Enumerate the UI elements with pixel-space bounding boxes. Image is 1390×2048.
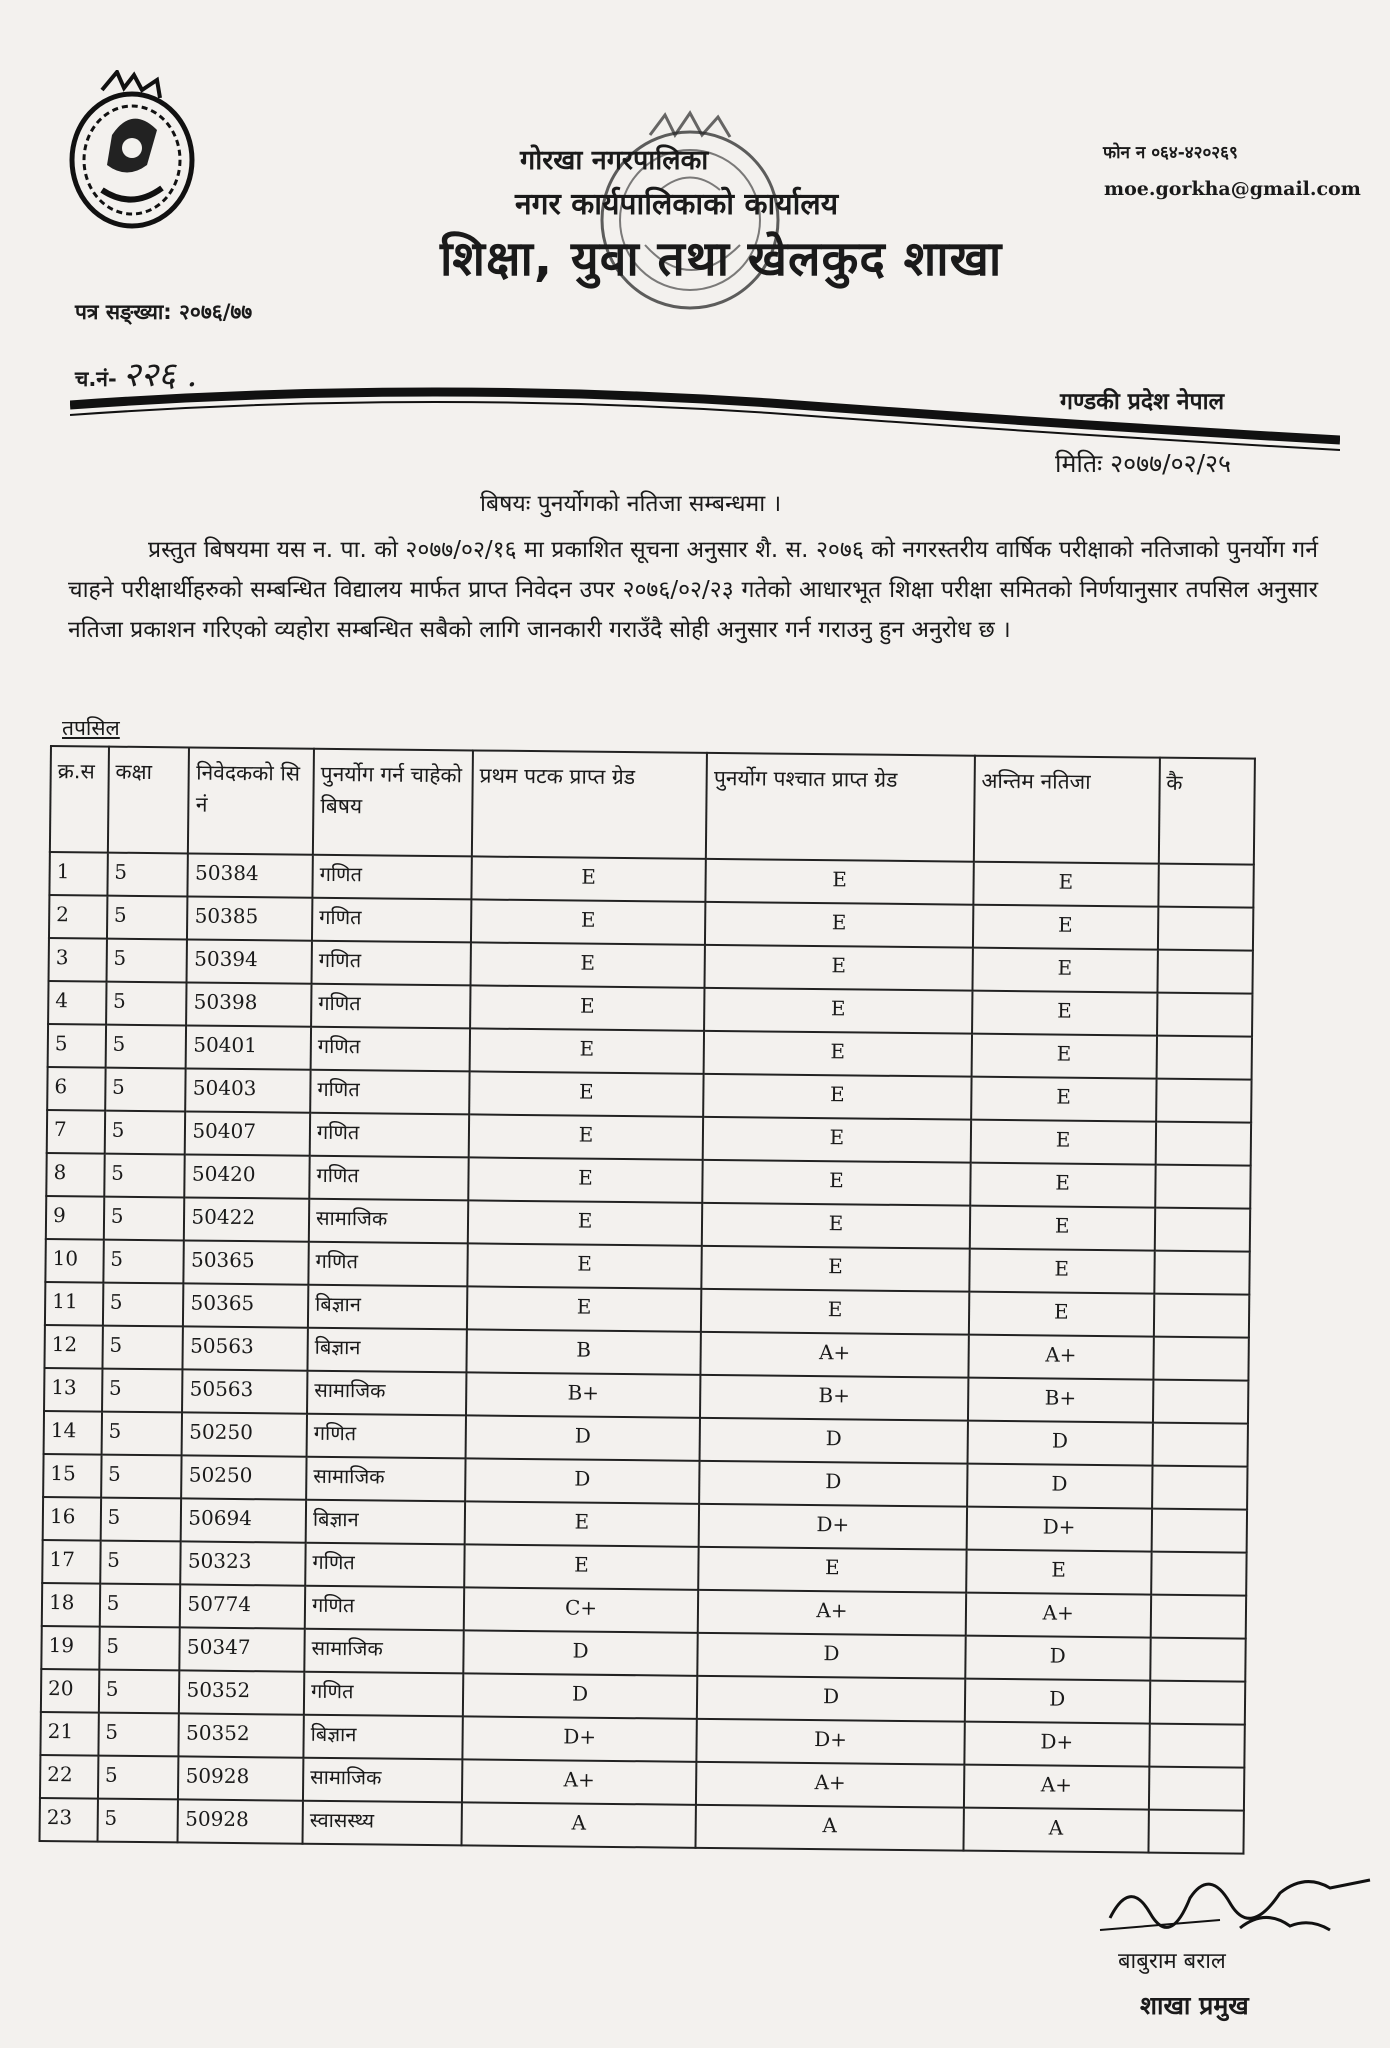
cell-subject: गणित xyxy=(310,1070,469,1115)
cell-subject: गणित xyxy=(312,855,471,900)
cell-class: 5 xyxy=(101,1412,182,1456)
cell-applicant-no: 50365 xyxy=(184,1240,309,1284)
cell-remarks xyxy=(1155,1122,1251,1166)
email-address: moe.gorkha@gmail.com xyxy=(1104,178,1361,200)
cell-recheck-grade: E xyxy=(701,1289,969,1335)
cell-serial: 10 xyxy=(45,1239,103,1283)
cell-recheck-grade: A+ xyxy=(696,1762,964,1808)
header-subject: पुनर्योग गर्न चाहेको बिषय xyxy=(313,749,473,857)
cell-first-grade: E xyxy=(468,1157,703,1202)
letter-subject: बिषयः पुनर्योगको नतिजा सम्बन्धमा । xyxy=(480,491,782,517)
cell-remarks xyxy=(1154,1208,1250,1252)
cell-first-grade: C+ xyxy=(464,1587,699,1632)
cell-first-grade: E xyxy=(469,1071,704,1116)
cell-remarks xyxy=(1154,1294,1250,1338)
cell-class: 5 xyxy=(104,1111,185,1155)
cell-serial: 1 xyxy=(49,852,107,896)
cell-final-result: A+ xyxy=(965,1593,1150,1638)
cell-subject: सामाजिक xyxy=(303,1758,462,1803)
cell-remarks xyxy=(1154,1251,1250,1295)
cell-serial: 18 xyxy=(42,1583,100,1627)
cell-first-grade: E xyxy=(464,1544,699,1589)
cell-first-grade: D+ xyxy=(462,1716,697,1761)
cell-recheck-grade: E xyxy=(704,988,972,1034)
cell-remarks xyxy=(1153,1337,1249,1381)
cell-subject: गणित xyxy=(305,1586,464,1631)
cell-serial: 12 xyxy=(44,1325,102,1369)
cell-applicant-no: 50394 xyxy=(187,939,312,983)
cell-recheck-grade: A xyxy=(696,1805,964,1851)
cell-class: 5 xyxy=(100,1498,181,1542)
cell-applicant-no: 50928 xyxy=(178,1799,303,1843)
cell-class: 5 xyxy=(102,1369,183,1413)
letter-date: मितिः २०७७/०२/२५ xyxy=(1055,449,1231,478)
cell-first-grade: E xyxy=(465,1501,700,1546)
header-first-grade: प्रथम पटक प्राप्त ग्रेड xyxy=(472,750,707,858)
cell-serial: 14 xyxy=(44,1411,102,1455)
branch-name: शिक्षा, युवा तथा खेलकुद शाखा xyxy=(440,231,1003,287)
cell-first-grade: E xyxy=(468,1200,703,1245)
cell-applicant-no: 50563 xyxy=(182,1369,307,1413)
cell-remarks xyxy=(1152,1466,1248,1510)
cell-applicant-no: 50563 xyxy=(183,1326,308,1370)
cell-subject: गणित xyxy=(308,1242,467,1287)
cell-subject: गणित xyxy=(309,1156,468,1201)
header-remarks: कै xyxy=(1159,758,1255,865)
cell-remarks xyxy=(1156,1036,1252,1080)
cell-subject: बिज्ञान xyxy=(306,1500,465,1545)
cell-recheck-grade: E xyxy=(705,902,973,948)
signer-name: बाबुराम बराल xyxy=(1118,1949,1226,1974)
office-name: नगर कार्यपालिकाको कार्यालय xyxy=(515,187,839,222)
cell-applicant-no: 50398 xyxy=(186,982,311,1026)
cell-subject: गणित xyxy=(305,1543,464,1588)
cell-recheck-grade: E xyxy=(703,1074,971,1120)
cell-recheck-grade: A+ xyxy=(701,1332,969,1378)
cell-class: 5 xyxy=(101,1455,182,1499)
cell-remarks xyxy=(1158,907,1254,951)
cell-recheck-grade: E xyxy=(702,1246,970,1292)
phone-number: फोन न ०६४-४२०२६९ xyxy=(1103,143,1238,163)
cell-serial: 16 xyxy=(43,1497,101,1541)
cell-first-grade: E xyxy=(471,856,706,901)
cell-subject: सामाजिक xyxy=(306,1457,465,1502)
cell-subject: गणित xyxy=(311,1027,470,1072)
handwritten-signature xyxy=(1090,1858,1380,1938)
header-divider xyxy=(70,375,1340,455)
cell-first-grade: E xyxy=(467,1286,702,1331)
cell-final-result: E xyxy=(969,1206,1154,1251)
cell-subject: सामाजिक xyxy=(307,1371,466,1416)
cell-class: 5 xyxy=(104,1197,185,1241)
cell-applicant-no: 50384 xyxy=(188,853,313,897)
cell-serial: 15 xyxy=(43,1454,101,1498)
cell-serial: 17 xyxy=(42,1540,100,1584)
cell-serial: 13 xyxy=(44,1368,102,1412)
dispatch-label: च.नं- xyxy=(75,367,117,391)
cell-class: 5 xyxy=(105,1068,186,1112)
cell-final-result: D+ xyxy=(966,1507,1151,1552)
cell-first-grade: B+ xyxy=(466,1372,701,1417)
cell-serial: 6 xyxy=(47,1067,105,1111)
cell-applicant-no: 50694 xyxy=(181,1498,306,1542)
cell-subject: गणित xyxy=(307,1414,466,1459)
cell-final-result: A+ xyxy=(964,1765,1149,1810)
cell-serial: 2 xyxy=(49,895,107,939)
cell-remarks xyxy=(1156,1079,1252,1123)
cell-final-result: E xyxy=(969,1249,1154,1294)
cell-applicant-no: 50422 xyxy=(184,1197,309,1241)
cell-applicant-no: 50420 xyxy=(185,1154,310,1198)
cell-final-result: E xyxy=(969,1292,1154,1337)
cell-remarks xyxy=(1150,1595,1246,1639)
cell-applicant-no: 50407 xyxy=(185,1111,310,1155)
cell-class: 5 xyxy=(99,1584,180,1628)
cell-final-result: E xyxy=(970,1120,1155,1165)
cell-remarks xyxy=(1157,950,1253,994)
cell-serial: 22 xyxy=(40,1755,98,1799)
cell-first-grade: D xyxy=(465,1415,700,1460)
cell-class: 5 xyxy=(107,853,188,897)
details-heading: तपसिल xyxy=(62,716,120,740)
cell-final-result: E xyxy=(971,1034,1156,1079)
cell-subject: गणित xyxy=(312,941,471,986)
cell-class: 5 xyxy=(99,1670,180,1714)
cell-remarks xyxy=(1150,1681,1246,1725)
cell-final-result: D xyxy=(967,1464,1152,1509)
cell-recheck-grade: E xyxy=(702,1203,970,1249)
cell-subject: स्वासस्थ्य xyxy=(303,1801,462,1846)
cell-class: 5 xyxy=(103,1240,184,1284)
cell-final-result: E xyxy=(973,905,1158,950)
cell-recheck-grade: A+ xyxy=(698,1590,966,1636)
cell-recheck-grade: E xyxy=(706,859,974,905)
cell-applicant-no: 50774 xyxy=(180,1584,305,1628)
cell-recheck-grade: E xyxy=(703,1117,971,1163)
cell-serial: 7 xyxy=(47,1110,105,1154)
cell-final-result: E xyxy=(973,862,1158,907)
cell-subject: गणित xyxy=(311,984,470,1029)
signer-title: शाखा प्रमुख xyxy=(1140,1991,1249,2020)
cell-class: 5 xyxy=(106,939,187,983)
cell-final-result: D+ xyxy=(964,1722,1149,1767)
cell-remarks xyxy=(1150,1638,1246,1682)
cell-applicant-no: 50250 xyxy=(182,1412,307,1456)
cell-serial: 3 xyxy=(49,938,107,982)
cell-recheck-grade: B+ xyxy=(700,1375,968,1421)
cell-applicant-no: 50352 xyxy=(179,1713,304,1757)
cell-first-grade: E xyxy=(469,1114,704,1159)
cell-first-grade: A+ xyxy=(462,1759,697,1804)
cell-serial: 11 xyxy=(45,1282,103,1326)
cell-final-result: D xyxy=(967,1421,1152,1466)
cell-remarks xyxy=(1149,1767,1245,1811)
municipality-name: गोरखा नगरपालिका xyxy=(520,145,709,176)
cell-class: 5 xyxy=(97,1799,178,1843)
dispatch-value: २२६ . xyxy=(122,355,198,395)
cell-remarks xyxy=(1148,1810,1244,1854)
cell-subject: बिज्ञान xyxy=(308,1285,467,1330)
header-final-result: अन्तिम नतिजा xyxy=(974,756,1160,864)
cell-serial: 9 xyxy=(46,1196,104,1240)
cell-final-result: E xyxy=(971,1077,1156,1122)
cell-first-grade: E xyxy=(470,985,705,1030)
cell-remarks xyxy=(1153,1380,1249,1424)
cell-class: 5 xyxy=(98,1713,179,1757)
cell-class: 5 xyxy=(106,982,187,1026)
header-class: कक्षा xyxy=(108,747,190,854)
cell-recheck-grade: E xyxy=(698,1547,966,1593)
cell-remarks xyxy=(1157,993,1253,1037)
cell-remarks xyxy=(1158,864,1254,908)
cell-remarks xyxy=(1151,1552,1247,1596)
cell-applicant-no: 50928 xyxy=(178,1756,303,1800)
cell-first-grade: E xyxy=(471,899,706,944)
cell-subject: गणित xyxy=(304,1672,463,1717)
header-applicant-no: निवेदकको सि नं xyxy=(188,747,314,854)
results-table xyxy=(39,745,1256,1855)
cell-serial: 4 xyxy=(48,981,106,1025)
header-serial: क्र.स xyxy=(50,746,109,853)
cell-first-grade: E xyxy=(470,942,705,987)
cell-remarks xyxy=(1152,1423,1248,1467)
cell-class: 5 xyxy=(102,1326,183,1370)
cell-subject: बिज्ञान xyxy=(307,1328,466,1373)
cell-class: 5 xyxy=(98,1756,179,1800)
cell-final-result: E xyxy=(972,948,1157,993)
cell-subject: गणित xyxy=(312,898,471,943)
cell-remarks xyxy=(1149,1724,1245,1768)
cell-applicant-no: 50323 xyxy=(181,1541,306,1585)
cell-applicant-no: 50403 xyxy=(186,1068,311,1112)
cell-final-result: A+ xyxy=(968,1335,1153,1380)
cell-recheck-grade: D xyxy=(699,1461,967,1507)
cell-serial: 20 xyxy=(41,1669,99,1713)
cell-serial: 19 xyxy=(41,1626,99,1670)
province-name: गण्डकी प्रदेश नेपाल xyxy=(1060,389,1225,415)
cell-applicant-no: 50365 xyxy=(183,1283,308,1327)
cell-recheck-grade: E xyxy=(705,945,973,991)
cell-first-grade: E xyxy=(469,1028,704,1073)
cell-final-result: E xyxy=(972,991,1157,1036)
cell-remarks xyxy=(1151,1509,1247,1553)
cell-final-result: D xyxy=(965,1679,1150,1724)
cell-first-grade: B xyxy=(466,1329,701,1374)
cell-class: 5 xyxy=(100,1541,181,1585)
cell-first-grade: D xyxy=(463,1630,698,1675)
results-body xyxy=(40,852,1254,1854)
cell-final-result: E xyxy=(966,1550,1151,1595)
cell-recheck-grade: D xyxy=(697,1676,965,1722)
cell-subject: सामाजिक xyxy=(309,1199,468,1244)
cell-final-result: A xyxy=(963,1808,1148,1853)
cell-class: 5 xyxy=(99,1627,180,1671)
cell-applicant-no: 50250 xyxy=(182,1455,307,1499)
reference-number: पत्र सङ्ख्या: २०७६/७७ xyxy=(75,300,253,324)
cell-final-result: E xyxy=(970,1163,1155,1208)
table-header-row xyxy=(50,746,1255,865)
cell-class: 5 xyxy=(104,1154,185,1198)
cell-recheck-grade: D xyxy=(700,1418,968,1464)
cell-final-result: B+ xyxy=(968,1378,1153,1423)
cell-class: 5 xyxy=(103,1283,184,1327)
cell-class: 5 xyxy=(107,896,188,940)
cell-remarks xyxy=(1155,1165,1251,1209)
cell-recheck-grade: D+ xyxy=(699,1504,967,1550)
cell-applicant-no: 50401 xyxy=(186,1025,311,1069)
cell-recheck-grade: E xyxy=(702,1160,970,1206)
cell-serial: 8 xyxy=(46,1153,104,1197)
cell-final-result: D xyxy=(965,1636,1150,1681)
letter-body: प्रस्तुत बिषयमा यस न. पा. को २०७७/०२/१६ मा प्रकाशित सूचना अनुसार शै. स. २०७६ को नगरस्तरीय वार्षिक परीक्षाको नतिजाको पुनर्योग गर्न चाहने परीक्षार्थीहरुको सम्बन्धित विद्यालय मार्फत प्राप्त निवेदन उपर २०७६/०२/२३ गतेको आधारभूत शिक्षा परीक्षा समितको निर्णयानुसार तपसिल अनुसार नतिजा प्रकाशन गरिएको व्यहोरा सम्बन्धित सबैको लागि जानकारी गराउँदै सोही अनुसार गर्न गराउनु हुन अनुरोध छ । xyxy=(68,537,1318,643)
cell-first-grade: D xyxy=(465,1458,700,1503)
header-recheck-grade: पुनर्योग पश्चात प्राप्त ग्रेड xyxy=(706,753,975,862)
cell-recheck-grade: E xyxy=(704,1031,972,1077)
cell-recheck-grade: D+ xyxy=(697,1719,965,1765)
cell-applicant-no: 50352 xyxy=(179,1670,304,1714)
cell-serial: 23 xyxy=(40,1798,98,1842)
cell-first-grade: D xyxy=(463,1673,698,1718)
cell-subject: बिज्ञान xyxy=(303,1715,462,1760)
cell-applicant-no: 50385 xyxy=(187,896,312,940)
cell-class: 5 xyxy=(105,1025,186,1069)
cell-recheck-grade: D xyxy=(697,1633,965,1679)
cell-first-grade: E xyxy=(467,1243,702,1288)
nepal-emblem-icon xyxy=(62,70,202,235)
cell-applicant-no: 50347 xyxy=(180,1627,305,1671)
cell-serial: 21 xyxy=(40,1712,98,1756)
cell-subject: सामाजिक xyxy=(304,1629,463,1674)
cell-first-grade: A xyxy=(461,1802,696,1847)
cell-subject: गणित xyxy=(310,1113,469,1158)
cell-serial: 5 xyxy=(48,1024,106,1068)
